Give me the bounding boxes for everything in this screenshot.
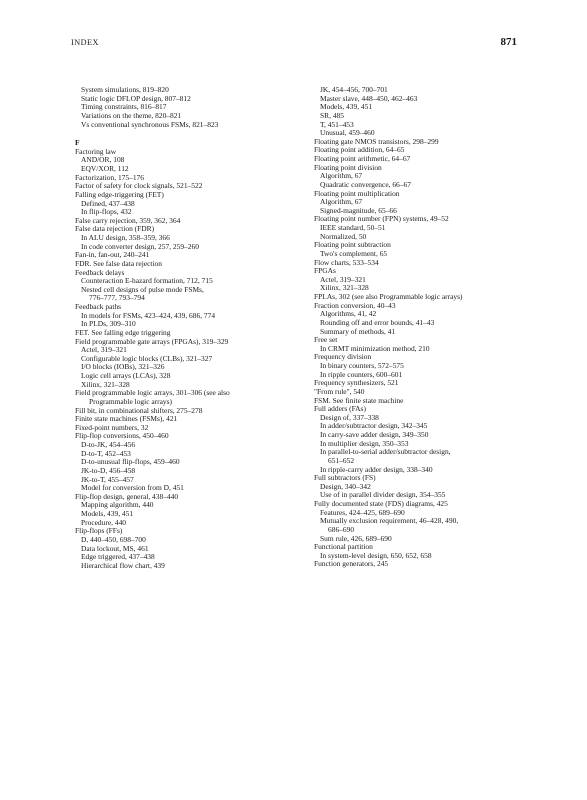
index-entry: False carry rejection, 359, 362, 364 <box>75 215 181 225</box>
index-entry: Frequency synthesizers, 521 <box>314 378 399 388</box>
index-entry: Full subtractors (FS) <box>314 473 376 483</box>
index-entry: Factorization, 175–176 <box>75 172 144 182</box>
index-subentry: Hierarchical flow chart, 439 <box>81 560 165 570</box>
index-subentry: Use of in parallel divider design, 354–355 <box>320 490 446 500</box>
index-entry: Flip-flops (FFs) <box>75 526 123 536</box>
index-subentry: Edge triggered, 437–438 <box>81 552 155 562</box>
index-subentry: In ALU design, 358–359, 366 <box>81 233 170 242</box>
index-subentry: Static logic DFLOP design, 807–812 <box>81 93 191 103</box>
index-subentry: In carry-save adder design, 349–350 <box>320 430 429 439</box>
index-column-left <box>75 86 307 570</box>
index-entry: Factoring law <box>75 146 117 156</box>
index-subentry: Xilinx, 321–328 <box>320 283 369 293</box>
index-subentry: In adder/subtractor design, 342–345 <box>320 421 428 431</box>
index-subentry: Variations on the theme, 820–821 <box>81 110 182 120</box>
index-entry: Floating point subtraction <box>314 240 391 250</box>
index-subentry: Design of, 337–338 <box>320 412 379 422</box>
index-entry: FPLAs, 302 (see also Programmable logic arrays) <box>314 292 463 301</box>
index-subentry: Configurable logic blocks (CLBs), 321–327 <box>81 353 213 363</box>
index-subentry: I/O blocks (IOBs), 321–326 <box>81 362 165 372</box>
index-subentry: Counteraction E-hazard formation, 712, 715 <box>81 276 213 286</box>
index-entry: Fill bit, in combinational shifters, 275–278 <box>75 405 203 415</box>
index-entry: Floating point division <box>314 162 382 172</box>
index-subentry: D-to-T, 452–453 <box>81 448 131 458</box>
index-continuation: 651–652 <box>328 455 355 465</box>
index-subentry: Unusual, 459–460 <box>320 128 375 138</box>
index-entry: Fraction conversion, 40–43 <box>314 300 396 310</box>
index-subentry: T, 451–453 <box>320 119 354 129</box>
index-subentry: Mutually exclusion requirement, 46–428, 490, <box>320 516 459 526</box>
index-subentry: Vs conventional synchronous FSMs, 821–823 <box>81 119 219 129</box>
index-entry: Floating point addition, 64–65 <box>314 145 405 155</box>
index-entry: Function generators, 245 <box>314 559 389 569</box>
index-subentry: Algorithm, 67 <box>320 171 363 181</box>
index-subentry: Models, 439, 451 <box>81 509 134 518</box>
index-subentry: D, 440–450, 698–700 <box>81 534 146 544</box>
section-letter: F <box>75 138 80 148</box>
index-entry: Field programmable logic arrays, 301–306 (see also <box>75 388 230 398</box>
index-continuation: 686–690 <box>328 524 355 534</box>
index-entry: Flip-flop conversions, 450–460 <box>75 431 169 441</box>
index-entry: Field programmable gate arrays (FPGAs), 319–329 <box>75 336 229 346</box>
index-subentry: In parallel-to-serial adder/subtractor design, <box>320 447 451 457</box>
page-number: 871 <box>500 36 517 48</box>
index-entry: Factor of safety for clock signals, 521–522 <box>75 181 203 191</box>
index-entry: Frequency division <box>314 352 372 362</box>
index-subentry: Model for conversion from D, 451 <box>81 483 184 493</box>
index-subentry: Actel, 319–321 <box>81 345 127 355</box>
index-entry: Floating point multiplication <box>314 188 400 198</box>
index-entry: Fixed-point numbers, 32 <box>75 422 149 432</box>
index-entry: FSM. See finite state machine <box>314 395 404 405</box>
index-subentry: Procedure, 440 <box>81 517 127 527</box>
index-subentry: Rounding off and error bounds, 41–43 <box>320 317 435 327</box>
index-entry: Floating point number (FPN) systems, 49–52 <box>314 214 449 224</box>
index-subentry: In system-level design, 650, 652, 658 <box>320 550 432 560</box>
running-head: INDEX <box>71 38 99 47</box>
index-subentry: Signed-magnitude, 65–66 <box>320 205 397 215</box>
index-subentry: In multiplier design, 350–353 <box>320 438 409 448</box>
index-subentry: In ripple-carry adder design, 338–340 <box>320 464 433 474</box>
index-subentry: Features, 424–425, 689–690 <box>320 507 405 517</box>
index-subentry: Design, 340–342 <box>320 481 371 491</box>
index-column-right <box>314 86 532 569</box>
index-entry: Falling edge-triggering (FET) <box>75 189 164 199</box>
index-entry: Floating gate NMOS transistors, 298–299 <box>314 136 439 146</box>
index-subentry: SR, 485 <box>320 110 344 120</box>
index-entry: Free set <box>314 335 338 345</box>
index-subentry: D-to-unusual flip-flops, 459–460 <box>81 457 180 467</box>
index-subentry: In binary counters, 572–575 <box>320 361 404 370</box>
index-subentry: JK-to-T, 455–457 <box>81 474 134 484</box>
section-gap <box>75 129 307 139</box>
index-entry: Fan-in, fan-out, 240–241 <box>75 250 150 260</box>
index-subentry: EQV/XOR, 112 <box>81 164 129 173</box>
index-subentry: Sum rule, 426, 689–690 <box>320 533 392 543</box>
index-entry: Floating point arithmetic, 64–67 <box>314 154 411 163</box>
index-subentry: In code converter design, 257, 259–260 <box>81 241 199 251</box>
index-subentry: IEEE standard, 50–51 <box>320 223 386 232</box>
index-continuation: 776–777, 793–794 <box>89 293 145 303</box>
index-subentry: Models, 439, 451 <box>320 102 373 112</box>
index-entry: Finite state machines (FSMs), 421 <box>75 414 178 424</box>
index-subentry: Data lockout, MS, 461 <box>81 543 149 553</box>
index-subentry: JK, 454–456, 700–701 <box>320 85 388 94</box>
index-subentry: Logic cell arrays (LCAs), 328 <box>81 371 171 380</box>
index-entry: Full adders (FAs) <box>314 404 366 414</box>
index-subentry: In ripple counters, 600–601 <box>320 369 403 379</box>
index-subentry: AND/OR, 108 <box>81 155 125 165</box>
index-subentry: Mapping algorithm, 440 <box>81 500 154 510</box>
index-subentry: Algorithms, 41, 42 <box>320 309 377 319</box>
index-subentry: JK-to-D, 456–458 <box>81 465 136 475</box>
index-subentry: Xilinx, 321–328 <box>81 379 130 389</box>
index-subentry: Actel, 319–321 <box>320 274 366 284</box>
index-subentry: System simulations, 819–820 <box>81 85 169 94</box>
index-subentry: In models for FSMs, 423–424, 439, 686, 774 <box>81 310 216 320</box>
index-subentry: In PLDs, 309–310 <box>81 319 136 329</box>
index-entry: FDR. See false data rejection <box>75 258 162 268</box>
index-subentry: Quadratic convergence, 66–67 <box>320 179 411 189</box>
index-subentry: Timing constraints, 816–817 <box>81 102 167 112</box>
index-subentry: In CRMT minimization method, 210 <box>320 343 430 353</box>
index-entry: Flip-flop design, general, 438–440 <box>75 491 179 501</box>
page-header <box>71 38 517 52</box>
index-entry: Flow charts, 533–534 <box>314 257 379 267</box>
index-subentry: Master slave, 448–450, 462–463 <box>320 93 418 103</box>
index-subentry: Nested cell designs of pulse mode FSMs, <box>81 284 204 294</box>
index-entry: Feedback paths <box>75 302 122 311</box>
index-entry: "From rule", 540 <box>314 386 365 396</box>
index-subentry: Defined, 437–438 <box>81 198 135 208</box>
index-subentry: Algorithm, 67 <box>320 197 363 207</box>
index-entry: Fully documented state (FDS) diagrams, 425 <box>314 499 448 508</box>
index-subentry: Normalized, 50 <box>320 231 367 241</box>
index-entry: FET. See falling edge triggering <box>75 327 171 337</box>
index-subentry: D-to-JK, 454–456 <box>81 440 136 449</box>
index-subentry: In flip-flops, 432 <box>81 207 132 217</box>
index-entry: Functional partition <box>314 542 373 552</box>
index-entry: FPGAs <box>314 266 336 276</box>
index-entry: False data rejection (FDR) <box>75 224 155 234</box>
index-continuation: Programmable logic arrays) <box>89 396 173 406</box>
index-subentry: Two's complement, 65 <box>320 248 388 258</box>
index-entry: Feedback delays <box>75 267 125 277</box>
index-subentry: Summary of methods, 41 <box>320 326 396 336</box>
